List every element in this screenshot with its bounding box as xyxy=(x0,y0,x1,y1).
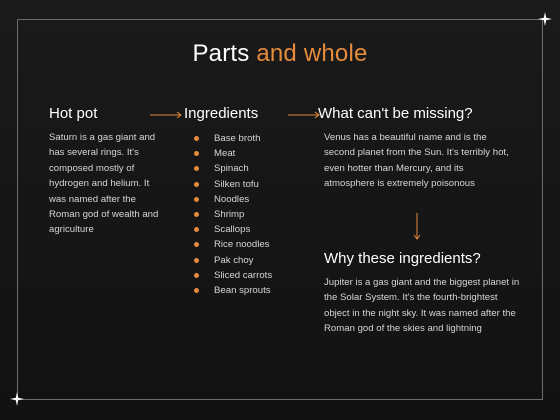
arrow-down-icon xyxy=(412,213,422,241)
hot-pot-text: Saturn is a gas giant and has several rings. It's composed mostly of hydrogen and helium. It was named after the Roman god of wealth and agriculture xyxy=(49,132,159,236)
list-item: Spinach xyxy=(194,161,272,176)
bullet-icon xyxy=(194,242,199,247)
missing-text: Venus has a beautiful name and is the second planet from the Sun. It's terribly hot, even hotter than Mercury, and its atmosphere is extremely poisonous xyxy=(324,132,509,190)
list-item: Rice noodles xyxy=(194,237,272,252)
bullet-icon xyxy=(194,197,199,202)
list-item: Sliced carrots xyxy=(194,268,272,283)
bullet-icon xyxy=(194,273,199,278)
why-heading: Why these ingredients? xyxy=(324,250,481,267)
sparkle-icon xyxy=(538,12,552,26)
list-item: Base broth xyxy=(194,131,272,146)
bullet-icon xyxy=(194,212,199,217)
list-item: Meat xyxy=(194,146,272,161)
ingredients-list xyxy=(194,131,272,298)
list-item: Scallops xyxy=(194,222,272,237)
title-accent: and whole xyxy=(256,40,368,67)
page-title xyxy=(0,40,560,68)
list-item: Shrimp xyxy=(194,207,272,222)
arrow-right-icon xyxy=(288,110,322,120)
list-item: Pak choy xyxy=(194,253,272,268)
list-item: Bean sprouts xyxy=(194,283,272,298)
bullet-icon xyxy=(194,258,199,263)
hot-pot-heading: Hot pot xyxy=(49,105,98,122)
list-item: Noodles xyxy=(194,192,272,207)
title-main: Parts xyxy=(192,40,257,67)
ingredients-heading: Ingredients xyxy=(184,105,259,122)
why-text: Jupiter is a gas giant and the biggest planet in the Solar System. It's the fourth-brightest object in the night sky. It was named after the Roman god of the skies and lightning xyxy=(324,277,520,335)
bullet-icon xyxy=(194,151,199,156)
sparkle-icon xyxy=(10,392,24,406)
bullet-icon xyxy=(194,227,199,232)
list-item: Silken tofu xyxy=(194,177,272,192)
arrow-right-icon xyxy=(150,110,184,120)
bullet-icon xyxy=(194,288,199,293)
bullet-icon xyxy=(194,136,199,141)
bullet-icon xyxy=(194,182,199,187)
bullet-icon xyxy=(194,166,199,171)
missing-heading: What can't be missing? xyxy=(318,105,473,122)
